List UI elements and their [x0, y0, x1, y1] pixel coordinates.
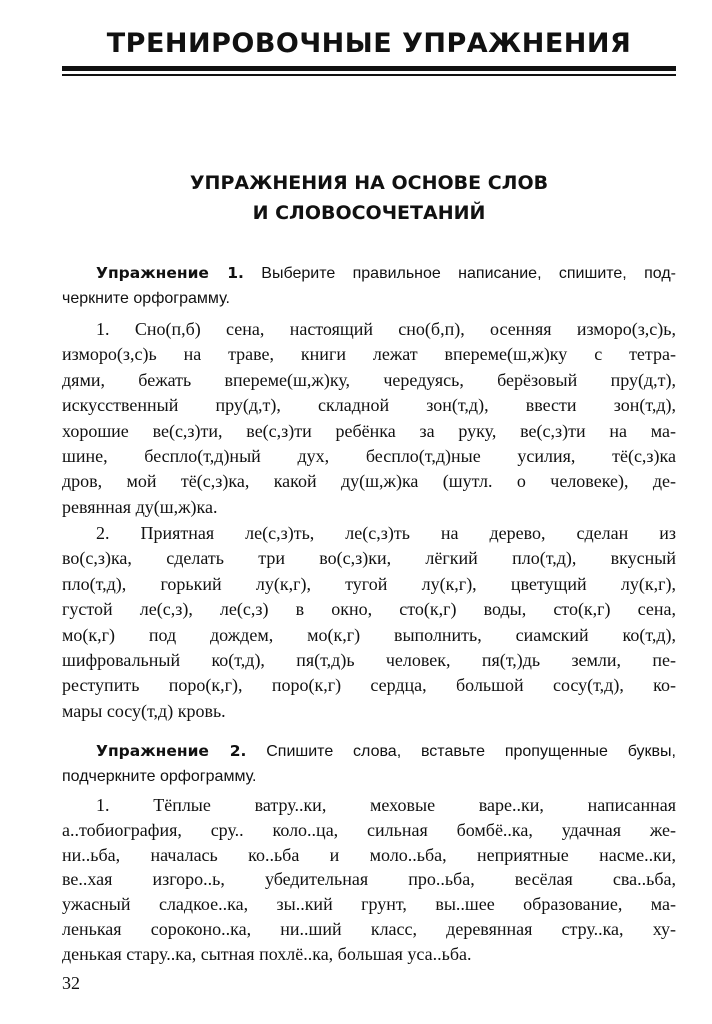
text-line: ве..хая изгоро..ь, убедительная про..ьба, весёлая сва..ьба, [62, 869, 676, 890]
exercise-2-part-1 [62, 793, 676, 967]
text-line: во(с,з)ка, сделать три во(с,з)ки, лёгкий пло(т,д), вкусный [62, 548, 676, 569]
header-rule-thick [62, 66, 676, 71]
text-line: денькая стару..ка, сытная похлё..ка, большая уса..ьба. [62, 943, 472, 964]
text-line: дров, мой тё(с,з)ка, какой ду(ш,ж)ка (шутл. о человеке), де- [62, 471, 676, 492]
text-line: ленькая сороконо..ка, ни..ший класс, деревянная стру..ка, ху- [62, 918, 676, 939]
text-line: пло(т,д), горький лу(к,г), тугой лу(к,г), цветущий лу(к,г), [62, 573, 676, 594]
text-line: шифровальный ко(т,д), пя(т,д)ь человек, пя(т,)дь земли, пе- [62, 649, 676, 670]
exercise-2-label: Упражнение 2. [96, 742, 247, 760]
instruction-line: подчеркните орфограмму. [62, 768, 257, 785]
exercise-1-part-1 [62, 317, 676, 520]
header-rule-thin [62, 74, 676, 76]
text-line: мары сосу(т,д) кровь. [62, 700, 226, 721]
text-line: а..тобиография, сру.. коло..ца, сильная бомбё..ка, удачная же- [62, 819, 676, 840]
section-title-line-2: И СЛОВОСОЧЕТАНИЙ [252, 202, 486, 224]
text-line: реступить поро(к,г), поро(к,г) сердца, большой сосу(т,д), ко- [62, 675, 676, 696]
text-line: 1. Сно(п,б) сена, настоящий сно(б,п), осенняя изморо(з,с)ь, [96, 319, 676, 339]
instruction-line: Спишите слова, вставьте пропущенные буквы, [246, 743, 676, 760]
text-line: дями, бежать впереме(ш,ж)ку, чередуясь, берёзовый пру(д,т), [62, 369, 676, 390]
instruction-line: Выберите правильное написание, спишите, под- [243, 265, 676, 282]
text-line: хорошие ве(с,з)ти, ве(с,з)ти ребёнка за руку, ве(с,з)ти на ма- [62, 420, 676, 441]
exercise-1-instruction [62, 260, 676, 312]
section-title-line-1: УПРАЖНЕНИЯ НА ОСНОВЕ СЛОВ [189, 172, 549, 194]
text-line: мо(к,г) под дождем, мо(к,г) выполнить, сиамский ко(т,д), [62, 624, 676, 645]
page-header-title: ТРЕНИРОВОЧНЫЕ УПРАЖНЕНИЯ [106, 28, 632, 59]
text-line: 1. Тёплые ватру..ки, меховые варе..ки, написанная [96, 795, 676, 815]
text-line: ужасный сладкое..ка, зы..кий грунт, вы..шее образование, ма- [62, 894, 676, 915]
text-line: ревянная ду(ш,ж)ка. [62, 496, 218, 517]
page-number: 32 [62, 973, 80, 993]
text-line: 2. Приятная ле(с,з)ть, ле(с,з)ть на дерево, сделан из [96, 523, 676, 543]
exercise-1-label: Упражнение 1. [96, 264, 244, 282]
instruction-line: черкните орфограмму. [62, 290, 230, 307]
exercise-1-part-2 [62, 521, 676, 724]
text-line: густой ле(с,з), ле(с,з) в окно, сто(к,г) воды, сто(к,г) сена, [62, 599, 676, 620]
text-line: шине, беспло(т,д)ный дух, беспло(т,д)ные усилия, тё(с,з)ка [62, 445, 676, 466]
exercise-2-instruction [62, 738, 676, 790]
text-line: искусственный пру(д,т), складной зон(т,д), ввести зон(т,д), [62, 395, 676, 416]
text-line: ни..ьба, началась ко..ьба и моло..ьба, неприятные насме..ки, [62, 844, 676, 865]
text-line: изморо(з,с)ь на траве, книги лежат впереме(ш,ж)ку с тетра- [62, 344, 676, 365]
